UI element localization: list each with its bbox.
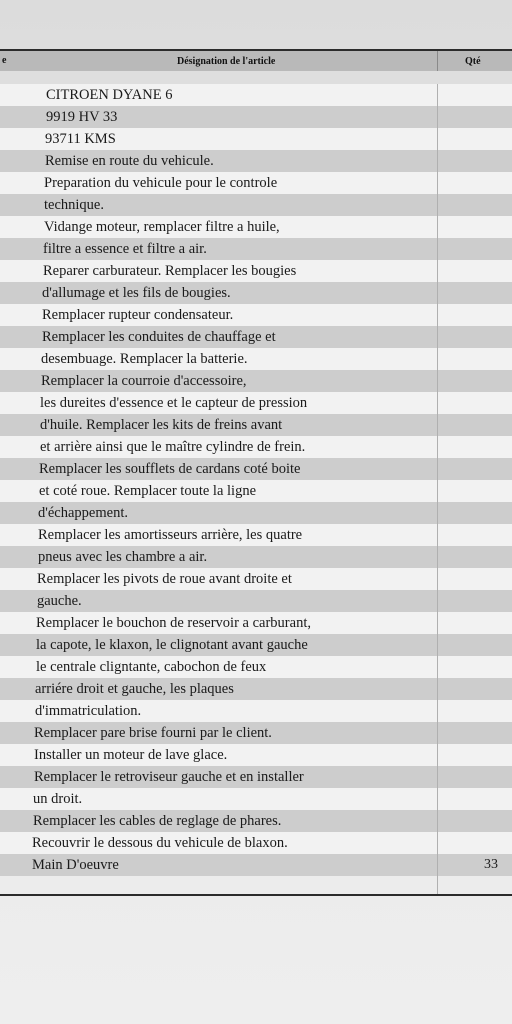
table-row xyxy=(0,260,512,282)
table-row xyxy=(0,832,512,854)
table-row xyxy=(0,304,512,326)
table-bottom-rule xyxy=(0,894,512,896)
header-left-mark: e xyxy=(2,55,7,66)
row-designation: les dureites d'essence et le capteur de pression xyxy=(40,395,308,411)
row-designation: la capote, le klaxon, le clignotant avant gauche xyxy=(36,637,308,653)
table-row xyxy=(0,744,512,766)
table-row xyxy=(0,106,512,128)
table-row xyxy=(0,392,512,414)
row-designation: Installer un moteur de lave glace. xyxy=(34,747,228,763)
row-designation: Remplacer le retroviseur gauche et en installer xyxy=(34,769,304,785)
row-designation: gauche. xyxy=(37,593,82,609)
row-designation: arriére droit et gauche, les plaques xyxy=(35,681,234,697)
row-designation: Reparer carburateur. Remplacer les bougies xyxy=(43,263,297,279)
row-designation: Remplacer les cables de reglage de phares. xyxy=(33,813,282,829)
row-designation: et coté roue. Remplacer toute la ligne xyxy=(39,483,257,499)
row-designation: 93711 KMS xyxy=(45,131,116,147)
row-designation: Main D'oeuvre xyxy=(32,857,119,873)
header-quantity: Qté xyxy=(465,56,481,67)
table-row xyxy=(0,788,512,810)
table-row xyxy=(0,238,512,260)
table-row xyxy=(0,634,512,656)
table-row xyxy=(0,700,512,722)
item-rows xyxy=(0,84,512,876)
table-row xyxy=(0,678,512,700)
table-row xyxy=(0,524,512,546)
table-row xyxy=(0,128,512,150)
row-designation: Remplacer les pivots de roue avant droite et xyxy=(37,571,292,587)
table-row xyxy=(0,590,512,612)
table-row xyxy=(0,766,512,788)
row-designation: Remplacer les amortisseurs arrière, les quatre xyxy=(38,527,303,543)
row-designation: Remplacer la courroie d'accessoire, xyxy=(41,373,247,389)
table-row xyxy=(0,722,512,744)
table-row xyxy=(0,656,512,678)
table-row xyxy=(0,414,512,436)
table-row xyxy=(0,216,512,238)
table-row xyxy=(0,370,512,392)
quantity-column-divider xyxy=(437,84,438,894)
table-row xyxy=(0,194,512,216)
table-row xyxy=(0,568,512,590)
row-designation: le centrale clignt​ante, cabochon de feux xyxy=(36,659,267,675)
row-designation: desembuage. Remplacer la batterie. xyxy=(41,351,248,367)
row-designation: d'immatriculation. xyxy=(35,703,142,719)
row-quantity: 33 xyxy=(484,857,498,872)
table-row xyxy=(0,436,512,458)
row-designation: Remise en route du vehicule. xyxy=(45,153,214,169)
header-designation: Désignation de l'article xyxy=(177,56,276,67)
table-row xyxy=(0,348,512,370)
row-designation: un droit. xyxy=(33,791,83,807)
row-designation: Recouvrir le dessous du vehicule de blaxon. xyxy=(32,835,288,851)
row-designation: Preparation du vehicule pour le controle xyxy=(44,175,278,191)
row-designation: 9919 HV 33 xyxy=(46,109,118,125)
header-column-divider xyxy=(437,51,438,71)
table-row xyxy=(0,854,512,876)
row-designation: CITROEN DYANE 6 xyxy=(46,87,173,103)
table-row xyxy=(0,326,512,348)
row-designation: Remplacer les soufflets de cardans coté boite xyxy=(39,461,301,477)
table-row xyxy=(0,612,512,634)
row-designation: d'échappement. xyxy=(38,505,128,521)
row-designation: Remplacer le bouchon de reservoir a carburant, xyxy=(36,615,311,631)
row-designation: pneus avec les chambre a air. xyxy=(38,549,208,565)
table-row xyxy=(0,84,512,106)
table-row xyxy=(0,502,512,524)
table-row xyxy=(0,546,512,568)
table-row xyxy=(0,282,512,304)
row-designation: d'huile. Remplacer les kits de freins avant xyxy=(40,417,283,433)
table-row xyxy=(0,458,512,480)
row-designation: technique. xyxy=(44,197,104,213)
row-designation: Remplacer les conduites de chauffage et xyxy=(42,329,276,345)
table-row xyxy=(0,172,512,194)
row-designation: Remplacer pare brise fourni par le client. xyxy=(34,725,272,741)
row-designation: Remplacer rupteur condensateur. xyxy=(42,307,234,323)
table-header xyxy=(0,51,512,71)
row-designation: Vidange moteur, remplacer filtre a huile, xyxy=(44,219,280,235)
row-designation: filtre a essence et filtre a air. xyxy=(43,241,207,257)
row-designation: d'allumage et les fils de bougies. xyxy=(42,285,231,301)
table-row xyxy=(0,150,512,172)
row-designation: et arrière ainsi que le maître cylindre de frein. xyxy=(40,439,306,455)
table-row xyxy=(0,810,512,832)
table-row xyxy=(0,480,512,502)
